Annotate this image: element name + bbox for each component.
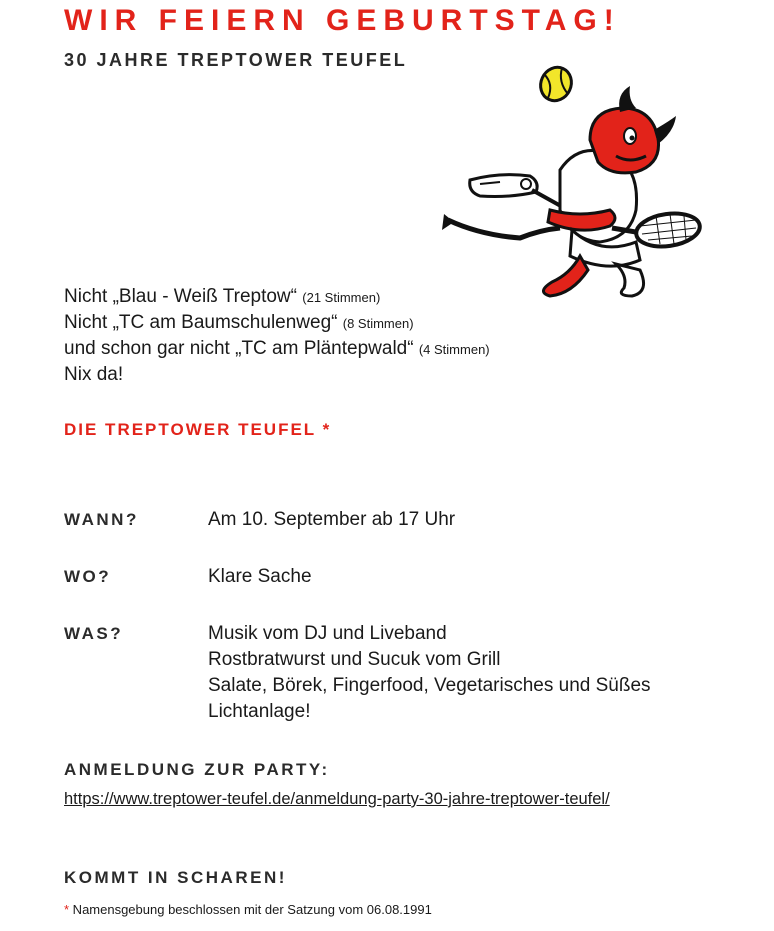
where-value: Klare Sache [208,566,312,587]
what-item: Salate, Börek, Fingerfood, Vegetarisches und Süßes [208,675,651,696]
when-value: Am 10. September ab 17 Uhr [208,509,456,530]
vote-line-2 [64,312,414,334]
closing-heading: KOMMT IN SCHAREN! [64,868,287,887]
club-name-heading: DIE TREPTOWER TEUFEL * [64,420,332,439]
vote-count: (21 Stimmen) [302,290,381,305]
what-list [208,621,651,725]
what-item: Lichtanlage! [208,701,311,722]
footnote-star: * [64,902,70,917]
vote-count: (8 Stimmen) [342,316,414,331]
registration-heading: ANMELDUNG ZUR PARTY: [64,760,330,779]
vote-line-1 [64,286,380,308]
what-label: WAS? [64,624,124,643]
tennis-ball-icon [535,62,577,105]
vote-text: Nicht „TC am Baumschulenweg“ [64,312,338,333]
registration-link[interactable]: https://www.treptower-teufel.de/anmeldung-party-30-jahre-treptower-teufel/ [64,790,610,808]
footnote [64,902,432,917]
devil-tennis-player-icon [440,60,705,300]
vote-text: und schon gar nicht „TC am Pläntерwald“ [64,338,414,359]
what-item: Musik vom DJ und Liveband [208,623,447,644]
vote-line-3 [64,338,490,360]
when-label: WANN? [64,510,139,529]
vote-text: Nicht „Blau - Weiß Treptow“ [64,286,297,307]
what-item: Rostbratwurst und Sucuk vom Grill [208,649,501,670]
where-label: WO? [64,567,112,586]
vote-line-4 [64,364,123,386]
footnote-text: Namensgebung beschlossen mit der Satzung vom 06.08.1991 [69,902,432,917]
page-title: WIR FEIERN GEBURTSTAG! [64,4,621,37]
vote-count: (4 Stimmen) [418,342,490,357]
vote-text: Nix da! [64,364,124,385]
page-subtitle: 30 JAHRE TREPTOWER TEUFEL [64,50,408,70]
